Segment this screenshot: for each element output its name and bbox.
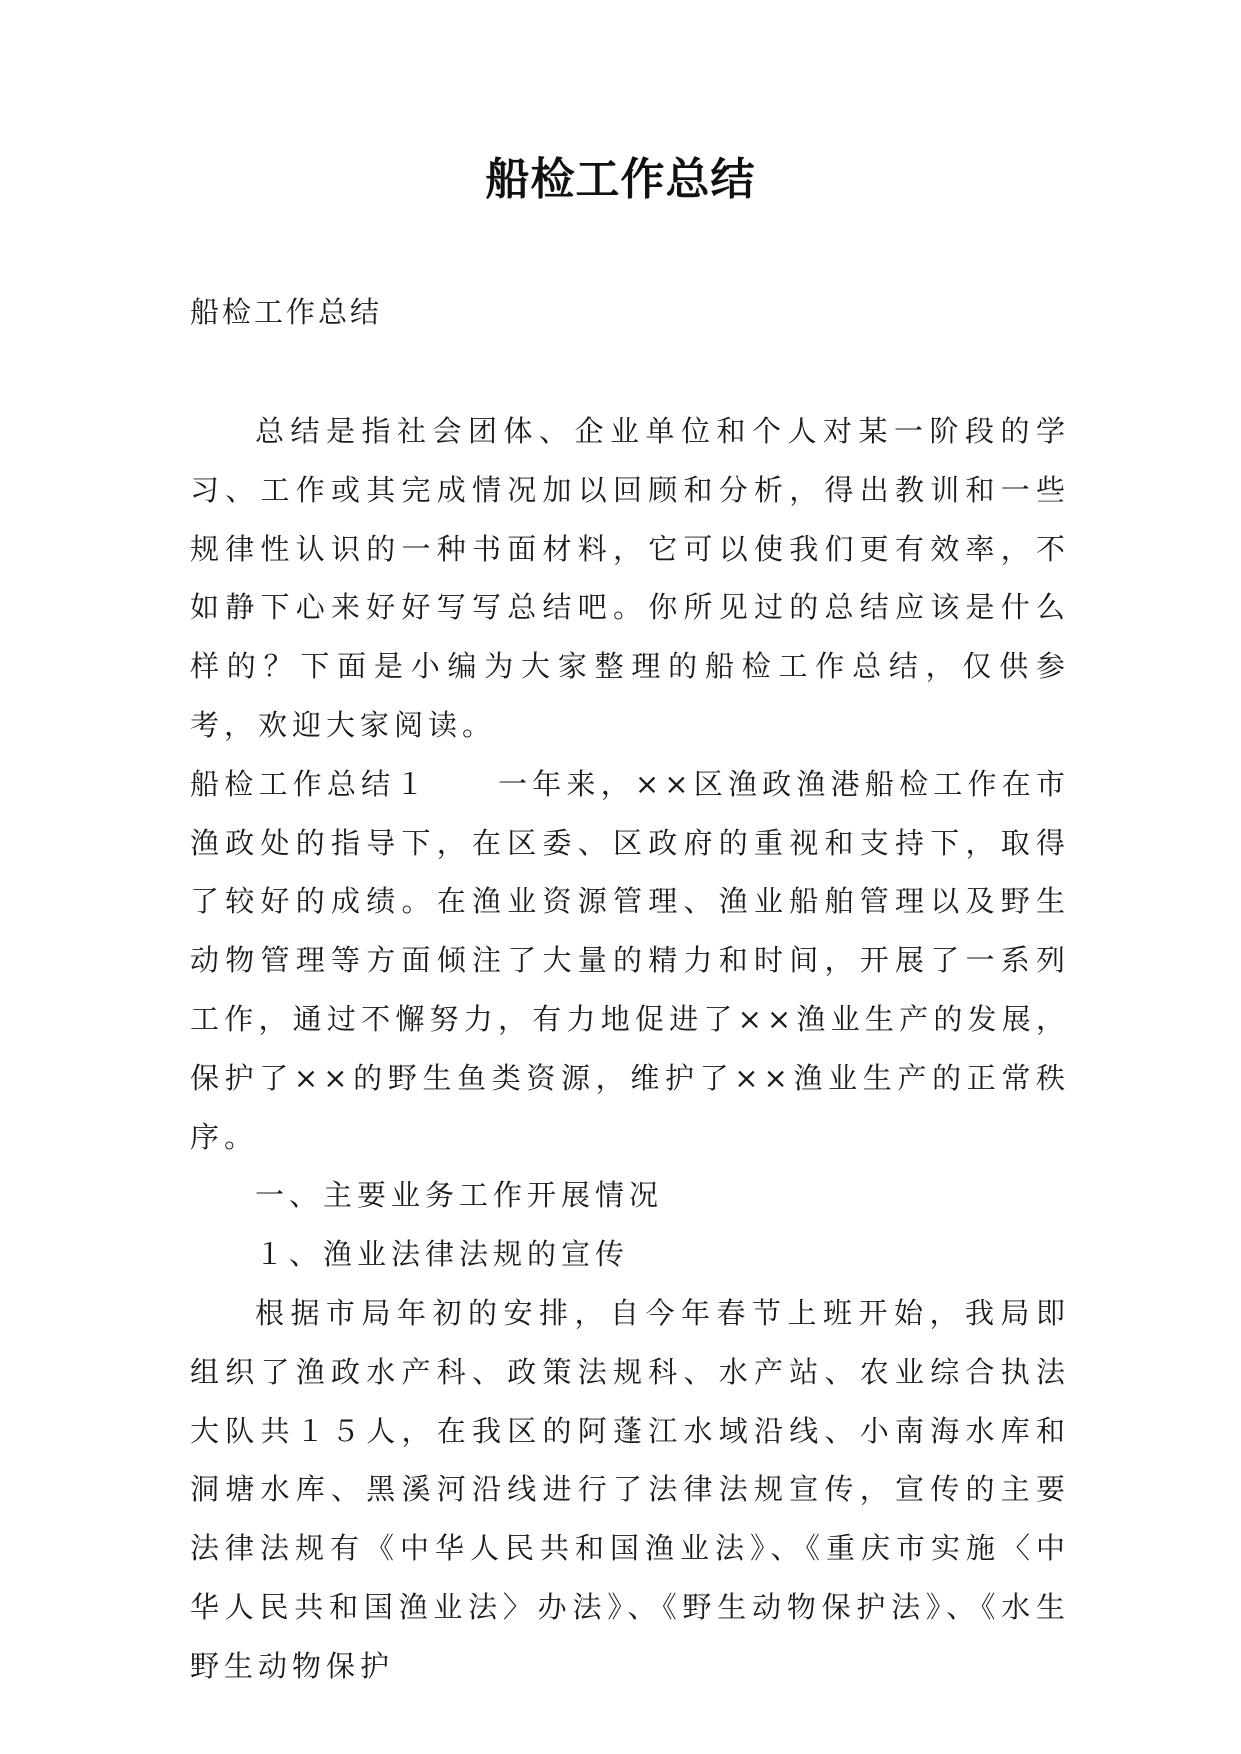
summary-paragraph-1: 船检工作总结１ 一年来，××区渔政渔港船检工作在市渔政处的指导下，在区委、区政府的重视和支持下，取得了较好的成绩。在渔业资源管理、渔业船舶管理以及野生动物管理等方面倾注了大量的精力和时间，开展了一系列工作，通过不懈努力，有力地促进了××渔业生产的发展，保护了××的野生鱼类资源，维护了××渔业生产的正常秩序。 (190, 766, 1070, 1154)
section-heading: 一、主要业务工作开展情况 (255, 1178, 664, 1213)
document-subtitle: 船检工作总结 (190, 295, 383, 329)
document-body (190, 402, 1070, 1696)
intro-paragraph: 总结是指社会团体、企业单位和个人对某一阶段的学习、工作或其完成情况加以回顾和分析，得出教训和一些规律性认识的一种书面材料，它可以使我们更有效率，不如静下心来好好写写总结吧。你所见过的总结应该是什么样的？下面是小编为大家整理的船检工作总结，仅供参考，欢迎大家阅读。 (190, 414, 1070, 742)
body-paragraph-3: 根据市局年初的安排，自今年春节上班开始，我局即组织了渔政水产科、政策法规科、水产站、农业综合执法大队共１５人，在我区的阿蓬江水域沿线、小南海水库和洞塘水库、黑溪河沿线进行了法律法规宣传，宣传的主要法律法规有《中华人民共和国渔业法》、《重庆市实施〈中华人民共和国渔业法〉办法》、《野生动物保护法》、《水生野生动物保护 (190, 1295, 1070, 1683)
subsection-heading: １、渔业法律法规的宣传 (255, 1237, 630, 1272)
document-title: 船检工作总结 (485, 154, 756, 205)
